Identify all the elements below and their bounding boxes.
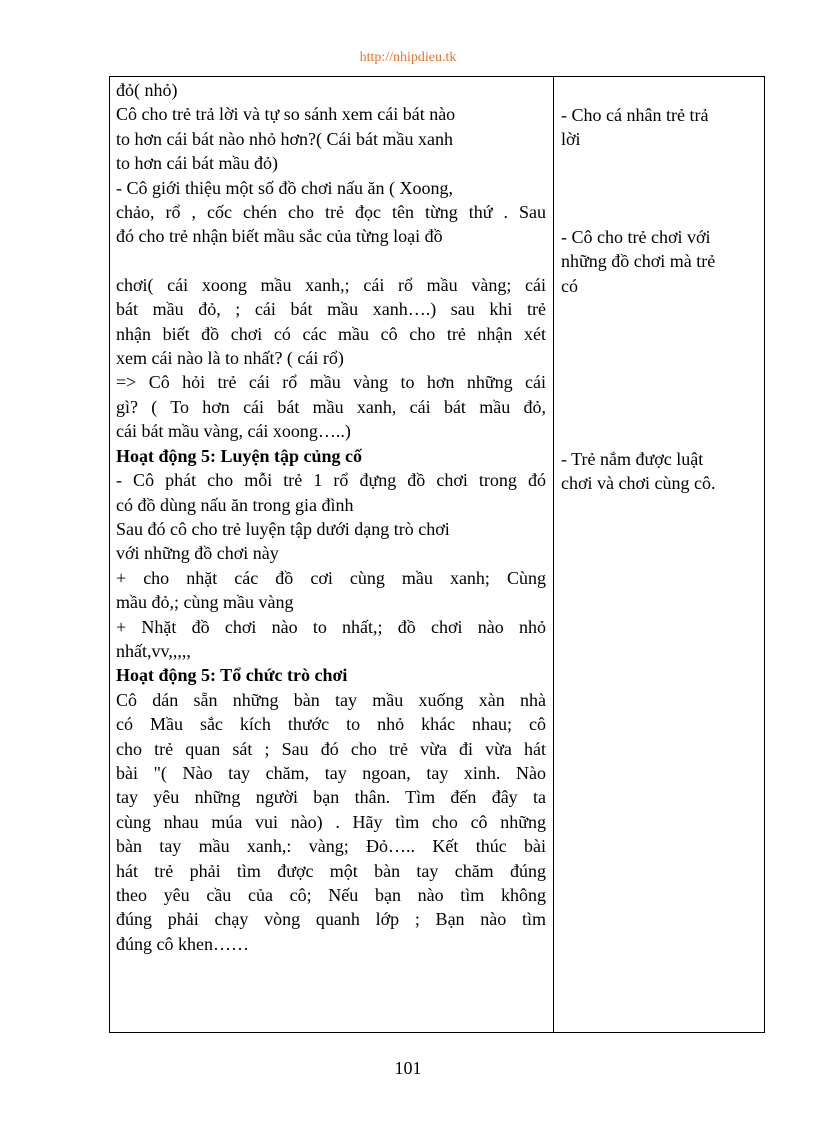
text-line: Cô cho trẻ trả lời và tự so sánh xem cái bát nào xyxy=(116,104,456,125)
text-line: nhận biết đồ chơi có các mầu cô cho trẻ nhận xét xyxy=(116,323,546,344)
text-line: đúng cô khen…… xyxy=(116,933,249,954)
text-line: bát mầu đỏ, ; cái bát mầu xanh….) sau khi trẻ xyxy=(116,299,546,320)
text-line: cho trẻ quan sát ; Sau đó cho trẻ vừa đi vừa hát xyxy=(116,738,546,759)
child-activity-3 xyxy=(561,447,761,496)
child-activity-1 xyxy=(561,103,761,152)
text-line: bài "( Nào tay chăm, tay ngoan, tay xinh. Nào xyxy=(116,762,546,783)
text-line: những đồ chơi mà trẻ xyxy=(561,251,716,272)
text-line: mầu đỏ,; cùng mầu vàng xyxy=(116,592,294,613)
page-number: 101 xyxy=(394,1058,422,1078)
child-activity-2 xyxy=(561,225,761,298)
text-line: hát trẻ phải tìm được một bàn tay chăm đúng xyxy=(116,860,546,881)
text-line: có đồ dùng nấu ăn trong gia đình xyxy=(116,494,354,515)
text-line: đó cho trẻ nhận biết mầu sắc của từng loại đồ xyxy=(116,226,443,247)
text-line: có Mầu sắc kích thước to nhỏ khác nhau; cô xyxy=(116,714,546,735)
text-line: chơi( cái xoong mầu xanh,; cái rổ mầu vàng; cái xyxy=(116,274,546,295)
text-line: - Cô cho trẻ chơi với xyxy=(561,227,711,247)
text-line: to hơn cái bát nào nhỏ hơn?( Cái bát mầu xanh xyxy=(116,128,453,149)
text-line: - Cho cá nhân trẻ trả xyxy=(561,105,709,125)
header-link[interactable]: http://nhipdieu.tk xyxy=(359,50,457,65)
text-line: đúng phải chạy vòng quanh lớp ; Bạn nào tìm xyxy=(116,909,546,930)
text-line: Sau đó cô cho trẻ luyện tập dưới dạng trò chơi xyxy=(116,518,450,539)
activity-column xyxy=(116,78,546,956)
section-heading: Hoạt động 5: Tổ chức trò chơi xyxy=(116,665,348,686)
text-line: cái bát mầu vàng, cái xoong…..) xyxy=(116,421,351,442)
text-line: => Cô hỏi trẻ cái rổ mầu vàng to hơn những cái xyxy=(116,372,546,393)
text-line: + cho nhặt các đồ cơi cùng mầu xanh; Cùng xyxy=(116,567,546,588)
text-line: - Cô phát cho mỗi trẻ 1 rổ đựng đồ chơi trong đó xyxy=(116,470,546,491)
column-divider xyxy=(553,77,554,1032)
section-heading: Hoạt động 5: Luyện tập củng cố xyxy=(116,445,363,466)
text-line: - Cô giới thiệu một số đồ chơi nấu ăn ( Xoong, xyxy=(116,177,453,198)
text-line: Cô dán sẵn những bàn tay mầu xuống xàn nhà xyxy=(116,689,546,710)
text-line: - Trẻ nắm được luật xyxy=(561,449,704,469)
text-line: chơi và chơi cùng cô. xyxy=(561,473,716,494)
text-line: + Nhặt đồ chơi nào to nhất,; đồ chơi nào nhỏ xyxy=(116,616,546,637)
text-line: nhất,vv,,,,, xyxy=(116,640,191,661)
text-line: đỏ( nhỏ) xyxy=(116,80,178,100)
text-line: cùng nhau múa vui nào) . Hãy tìm cho cô những xyxy=(116,811,546,832)
text-line: có xyxy=(561,275,578,296)
text-line: xem cái nào là to nhất? ( cái rổ) xyxy=(116,348,344,369)
text-line: chảo, rổ , cốc chén cho trẻ đọc tên từng thứ . Sau xyxy=(116,202,546,223)
text-line: gì? ( To hơn cái bát mầu xanh, cái bát mầu đỏ, xyxy=(116,396,546,417)
text-line: tay yêu những người bạn thân. Tìm đến đây ta xyxy=(116,787,546,808)
text-line: lời xyxy=(561,129,581,150)
lesson-table xyxy=(109,76,765,1033)
text-line: to hơn cái bát mầu đỏ) xyxy=(116,153,278,174)
text-line: với những đồ chơi này xyxy=(116,543,279,564)
text-line: bàn tay mầu xanh,: vàng; Đỏ….. Kết thúc bài xyxy=(116,836,546,857)
text-line: theo yêu cầu của cô; Nếu bạn nào tìm không xyxy=(116,885,546,905)
